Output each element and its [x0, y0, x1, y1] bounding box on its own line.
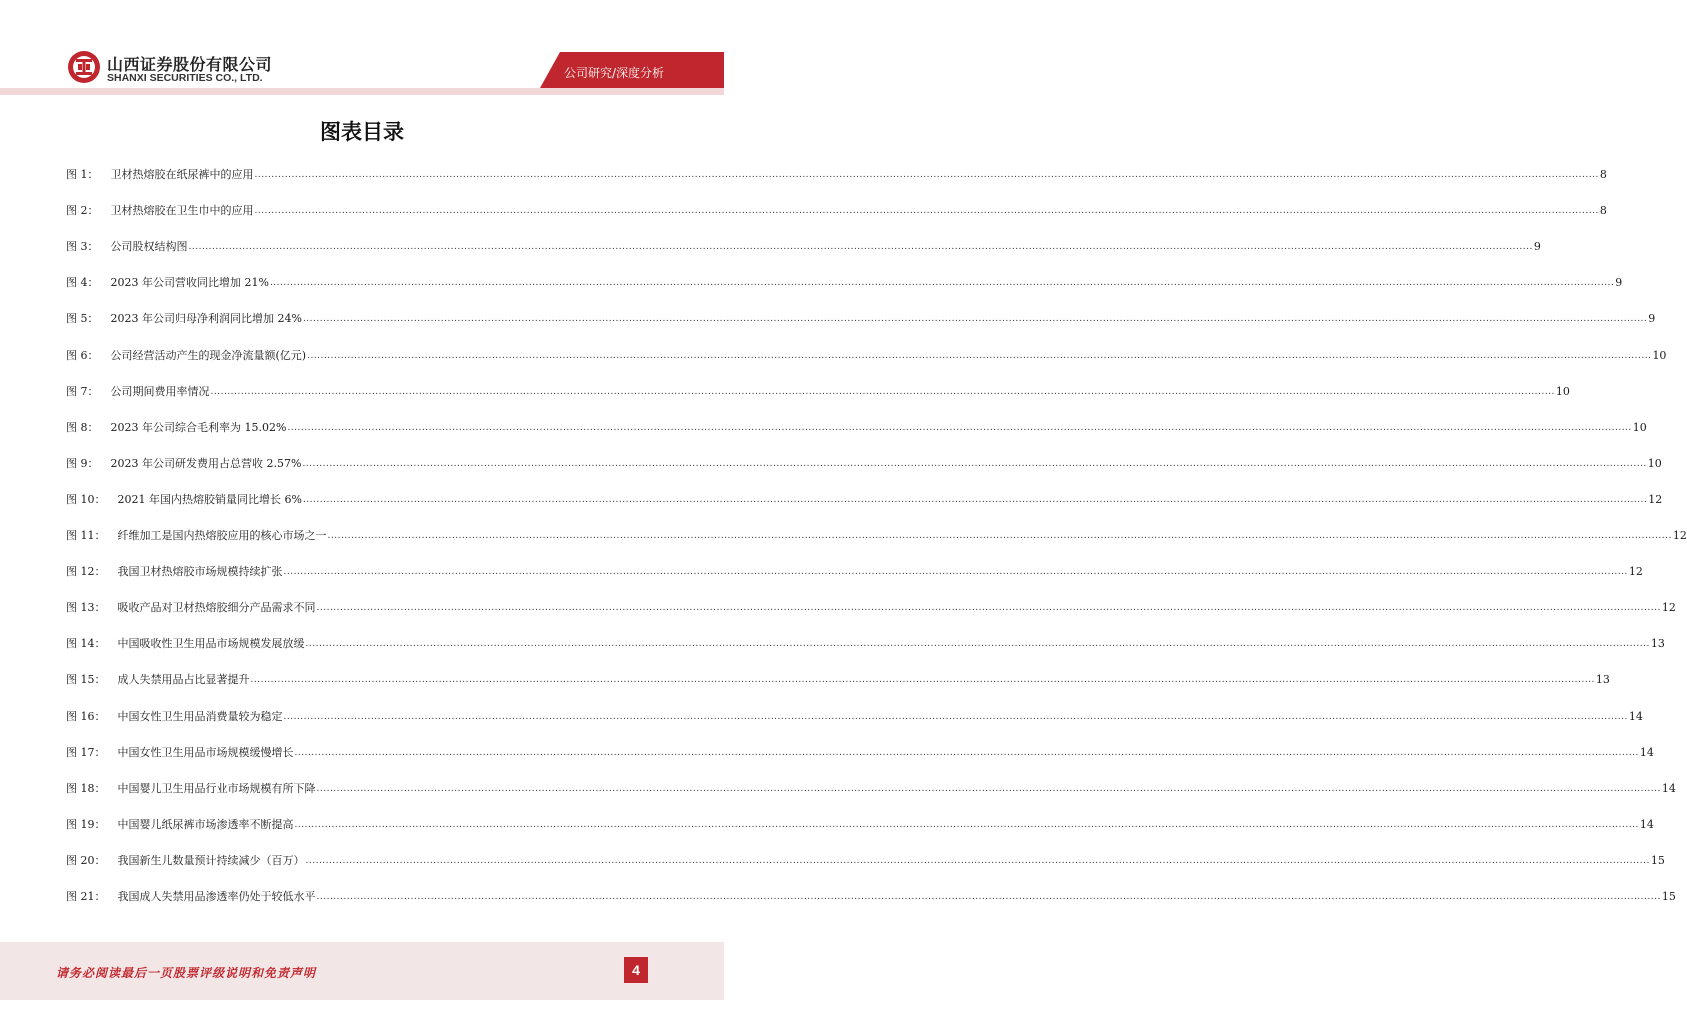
toc-entry[interactable] [66, 882, 1676, 904]
toc-figure-number: 图 6： [66, 348, 99, 362]
toc-entry[interactable] [66, 629, 1665, 651]
toc-leader-dots: ................................................................................................................................................................................................................................................................................................................................................................................................................ [294, 747, 1639, 758]
toc-leader-dots: ................................................................................................................................................................................................................................................................................................................................................................................................................ [307, 350, 1652, 361]
toc-leader-dots: ................................................................................................................................................................................................................................................................................................................................................................................................................ [327, 531, 1672, 541]
toc-figure-title: 我国卫材热熔胶市场规模持续扩张 [117, 565, 283, 579]
toc-figure-number: 图 1： [66, 168, 99, 181]
toc-figure-number: 图 19： [66, 817, 106, 831]
toc-entry[interactable] [66, 304, 1656, 326]
toc-page-number: 14 [1639, 817, 1654, 831]
toc-figure-number: 图 14： [66, 637, 106, 651]
toc-leader-dots: ................................................................................................................................................................................................................................................................................................................................................................................................................ [316, 783, 1661, 794]
toc-leader-dots: ................................................................................................................................................................................................................................................................................................................................................................................................................ [302, 494, 1648, 505]
toc-figure-number: 图 9： [66, 456, 99, 470]
toc-page-number: 15 [1661, 890, 1676, 903]
toc-figure-number: 图 15： [66, 673, 106, 687]
toc-leader-dots: ................................................................................................................................................................................................................................................................................................................................................................................................................ [188, 242, 1533, 253]
toc-figure-title: 纤维加工是国内热熔胶应用的核心市场之一 [117, 529, 327, 542]
toc-page-number: 14 [1639, 745, 1654, 759]
page-title: 图表目录 [320, 120, 404, 144]
toc-figure-title: 中国女性卫生用品消费量较为稳定 [117, 709, 283, 723]
toc-figure-title: 公司股权结构图 [110, 240, 188, 254]
toc-leader-dots: ................................................................................................................................................................................................................................................................................................................................................................................................................ [305, 639, 1650, 650]
toc-figure-title: 中国婴儿纸尿裤市场渗透率不断提高 [117, 817, 294, 831]
toc-entry[interactable] [66, 846, 1665, 868]
toc-page-number: 15 [1650, 853, 1665, 867]
toc-leader-dots: ................................................................................................................................................................................................................................................................................................................................................................................................................ [283, 567, 1628, 578]
toc-entry[interactable] [66, 810, 1654, 832]
toc-figure-number: 图 10： [66, 492, 106, 506]
toc-entry[interactable] [66, 232, 1541, 254]
toc-figure-title: 中国吸收性卫生用品市场规模发展放缓 [117, 637, 305, 651]
toc-entry[interactable] [66, 160, 1607, 182]
toc-entry[interactable] [66, 593, 1676, 615]
toc-figure-title: 2023 年公司综合毛利率为 15.02% [110, 420, 287, 434]
toc-entry[interactable] [66, 738, 1654, 760]
toc-leader-dots: ................................................................................................................................................................................................................................................................................................................................................................................................................ [287, 422, 1632, 433]
toc-entry[interactable] [66, 557, 1643, 579]
toc-leader-dots: ................................................................................................................................................................................................................................................................................................................................................................................................................ [254, 170, 1599, 180]
toc-figure-title: 公司期间费用率情况 [110, 384, 210, 398]
toc-figure-number: 图 21： [66, 890, 106, 903]
toc-page-number: 9 [1533, 240, 1541, 254]
toc-page-number: 10 [1555, 384, 1570, 398]
toc-figure-title: 2023 年公司营收同比增加 21% [110, 276, 269, 290]
toc-entry[interactable] [66, 268, 1623, 290]
toc-entry[interactable] [66, 377, 1570, 399]
toc-figure-title: 2021 年国内热熔胶销量同比增长 6% [117, 492, 302, 506]
toc-figure-number: 图 17： [66, 745, 106, 759]
toc-page-number: 9 [1615, 276, 1623, 290]
toc-leader-dots: ................................................................................................................................................................................................................................................................................................................................................................................................................ [305, 855, 1650, 866]
toc-page-number: 8 [1599, 204, 1607, 218]
toc-entry[interactable] [66, 196, 1607, 218]
toc-page-number: 13 [1650, 637, 1665, 651]
toc-figure-title: 我国新生儿数量预计持续减少（百万） [117, 853, 305, 867]
toc-figure-title: 卫材热熔胶在纸尿裤中的应用 [110, 168, 254, 181]
toc-figure-number: 图 7： [66, 384, 99, 398]
toc-page-number: 10 [1652, 348, 1667, 362]
toc-figure-title: 2023 年公司研发费用占总营收 2.57% [110, 456, 302, 470]
toc-figure-title: 中国女性卫生用品市场规模缓慢增长 [117, 745, 294, 759]
toc-page-number: 9 [1648, 312, 1656, 326]
toc-figure-title: 2023 年公司归母净利润同比增加 24% [110, 312, 302, 326]
toc-leader-dots: ................................................................................................................................................................................................................................................................................................................................................................................................................ [316, 892, 1661, 902]
toc-leader-dots: ................................................................................................................................................................................................................................................................................................................................................................................................................ [210, 386, 1555, 397]
toc-figure-title: 我国成人失禁用品渗透率仍处于较低水平 [117, 890, 316, 903]
toc-entry[interactable] [66, 341, 1667, 363]
toc-figure-number: 图 8： [66, 420, 99, 434]
toc-page-number: 10 [1632, 420, 1647, 434]
toc-leader-dots: ................................................................................................................................................................................................................................................................................................................................................................................................................ [294, 819, 1639, 830]
disclaimer-note: 请务必阅读最后一页股票评级说明和免责声明 [56, 966, 317, 980]
toc-entry[interactable] [66, 665, 1610, 687]
toc-entry[interactable] [66, 449, 1662, 471]
toc-figure-title: 公司经营活动产生的现金净流量额(亿元) [110, 348, 307, 362]
toc-leader-dots: ................................................................................................................................................................................................................................................................................................................................................................................................................ [302, 314, 1648, 325]
toc-entry[interactable] [66, 413, 1647, 435]
toc-figure-title: 吸收产品对卫材热熔胶细分产品需求不同 [117, 601, 316, 615]
page-number: 4 [624, 957, 648, 983]
toc-figure-number: 图 11： [66, 529, 106, 542]
toc-page-number: 14 [1661, 781, 1676, 795]
toc-leader-dots: ................................................................................................................................................................................................................................................................................................................................................................................................................ [283, 711, 1628, 722]
toc-entry[interactable] [66, 774, 1676, 796]
toc-figure-number: 图 13： [66, 601, 106, 615]
toc-page-number: 12 [1628, 565, 1643, 579]
toc-figure-number: 图 2： [66, 204, 99, 218]
toc-figure-title: 卫材热熔胶在卫生巾中的应用 [110, 204, 254, 218]
toc-figure-title: 中国婴儿卫生用品行业市场规模有所下降 [117, 781, 316, 795]
toc-entry[interactable] [66, 485, 1663, 507]
shanxi-securities-logo-icon [67, 50, 101, 84]
company-name-cn: 山西证券股份有限公司 [107, 55, 273, 74]
toc-leader-dots: ................................................................................................................................................................................................................................................................................................................................................................................................................ [316, 603, 1661, 614]
toc-entry[interactable] [66, 521, 1687, 543]
toc-page-number: 12 [1648, 492, 1663, 506]
toc-page-number: 14 [1628, 709, 1643, 723]
toc-page-number: 12 [1672, 529, 1687, 542]
toc-page-number: 10 [1647, 456, 1662, 470]
toc-entry[interactable] [66, 702, 1643, 724]
toc-leader-dots: ................................................................................................................................................................................................................................................................................................................................................................................................................ [269, 278, 1615, 289]
toc-figure-number: 图 4： [66, 276, 99, 290]
toc-figure-number: 图 18： [66, 781, 106, 795]
toc-figure-title: 成人失禁用品占比显著提升 [117, 673, 250, 687]
toc-page-number: 8 [1599, 168, 1607, 181]
toc-leader-dots: ................................................................................................................................................................................................................................................................................................................................................................................................................ [302, 458, 1647, 469]
report-category-tag: 公司研究/深度分析 [563, 66, 664, 80]
toc-figure-number: 图 3： [66, 240, 99, 254]
toc-figure-number: 图 16： [66, 709, 106, 723]
toc-leader-dots: ................................................................................................................................................................................................................................................................................................................................................................................................................ [250, 675, 1595, 686]
page-header [0, 0, 724, 95]
toc-page-number: 13 [1595, 673, 1610, 687]
toc-page-number: 12 [1661, 601, 1676, 615]
toc-figure-number: 图 20： [66, 853, 106, 867]
toc-figure-number: 图 5： [66, 312, 99, 326]
company-name-en: SHANXI SECURITIES CO., LTD. [107, 72, 263, 84]
toc-figure-number: 图 12： [66, 565, 106, 579]
toc-leader-dots: ................................................................................................................................................................................................................................................................................................................................................................................................................ [254, 206, 1599, 217]
